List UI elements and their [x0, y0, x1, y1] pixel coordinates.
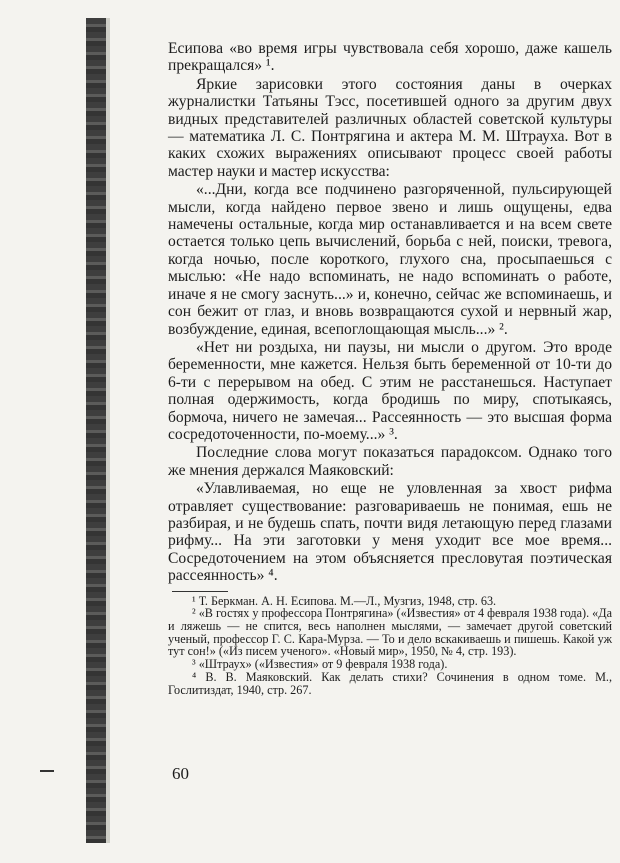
page-body: [168, 40, 612, 696]
footnote-3: ³ «Штраух» («Известия» от 9 февраля 1938 года).: [192, 657, 448, 672]
page-gutter: [106, 18, 110, 843]
paragraph-5: Последние слова могут показаться парадоксом. Однако того же мнения держался Маяковский:: [168, 444, 612, 479]
footnote-4: ⁴ В. В. Маяковский. Как делать стихи? Сочинения в одном томе. М., Гослитиздат, 1940, стр. 267.: [168, 669, 612, 697]
book-binding-shadow: [86, 18, 106, 843]
paragraph-3-quote-pontryagin: «...Дни, когда все подчинено разгоряченной, пульсирующей мысли, когда найдено первое звено и лишь ощущены, едва намечены остальные, когда мир останавливается и на всем свете остается только цепь вычислений, борьба с ней, поиски, тревога, когда ночью, после короткого, глухого сна, просыпаешься с мыслью: «Не надо вспоминать, не надо вспоминать о работе, иначе я не смогу заснуть...» и, конечно, сейчас же вспоминаешь, и сон бежит от глаз, и вновь возвращаются сухой и нервный жар, возбуждение, единая, всепоглощающая мысль...» ².: [168, 181, 612, 338]
margin-mark: [40, 770, 54, 772]
paragraph-6-quote-mayakovsky: «Улавливаемая, но еще не уловленная за хвост рифма отравляет существование: разговариваешь не понимая, ешь не разбирая, и не будешь спать, почти видя летающую перед глазами рифму... На эти заготовки у меня уходит все мое время... Сосредоточением на этом объясняется пресловутая поэтическая рассеянность» ⁴.: [168, 480, 612, 585]
paragraph-2: Яркие зарисовки этого состояния даны в очерках журналистки Татьяны Тэсс, посетившей одного за другим двух видных представителей различных областей советской культуры — математика Л. С. Понтрягина и актера М. М. Штрауха. Вот в каких схожих выражениях описывают процесс своей работы мастер науки и мастер искусства:: [168, 75, 612, 180]
footnote-2: ² «В гостях у профессора Понтрягина» («Известия» от 4 февраля 1938 года). «Да и ляжешь — не спится, весь наполнен мыслями, — замечает другой советский ученый, профессор Г. С. Кара-Мурза. — То и дело вскакиваешь и пишешь. Какой уж тут сон!» («Из писем ученого». «Новый мир», 1950, № 4, стр. 193).: [168, 606, 612, 659]
page-number: 60: [172, 764, 189, 783]
footnote-rule: [172, 591, 228, 592]
paragraph-1: Есипова «во время игры чувствовала себя хорошо, даже кашель прекращался» ¹.: [168, 40, 612, 75]
footnote-1: ¹ Т. Беркман. А. Н. Есипова. М.—Л., Музгиз, 1948, стр. 63.: [192, 593, 497, 608]
paragraph-4-quote-shtraukh: «Нет ни роздыха, ни паузы, ни мысли о другом. Это вроде беременности, мне кажется. Нельзя быть беременной от 10-ти до 6-ти с перерывом на обед. С этим не расстанешься. Наступает полная одержимость, когда бродишь по миру, спотыкаясь, бормоча, ничего не замечая... Рассеянность — это высшая форма сосредоточенности, по-моему...» ³.: [168, 338, 612, 443]
